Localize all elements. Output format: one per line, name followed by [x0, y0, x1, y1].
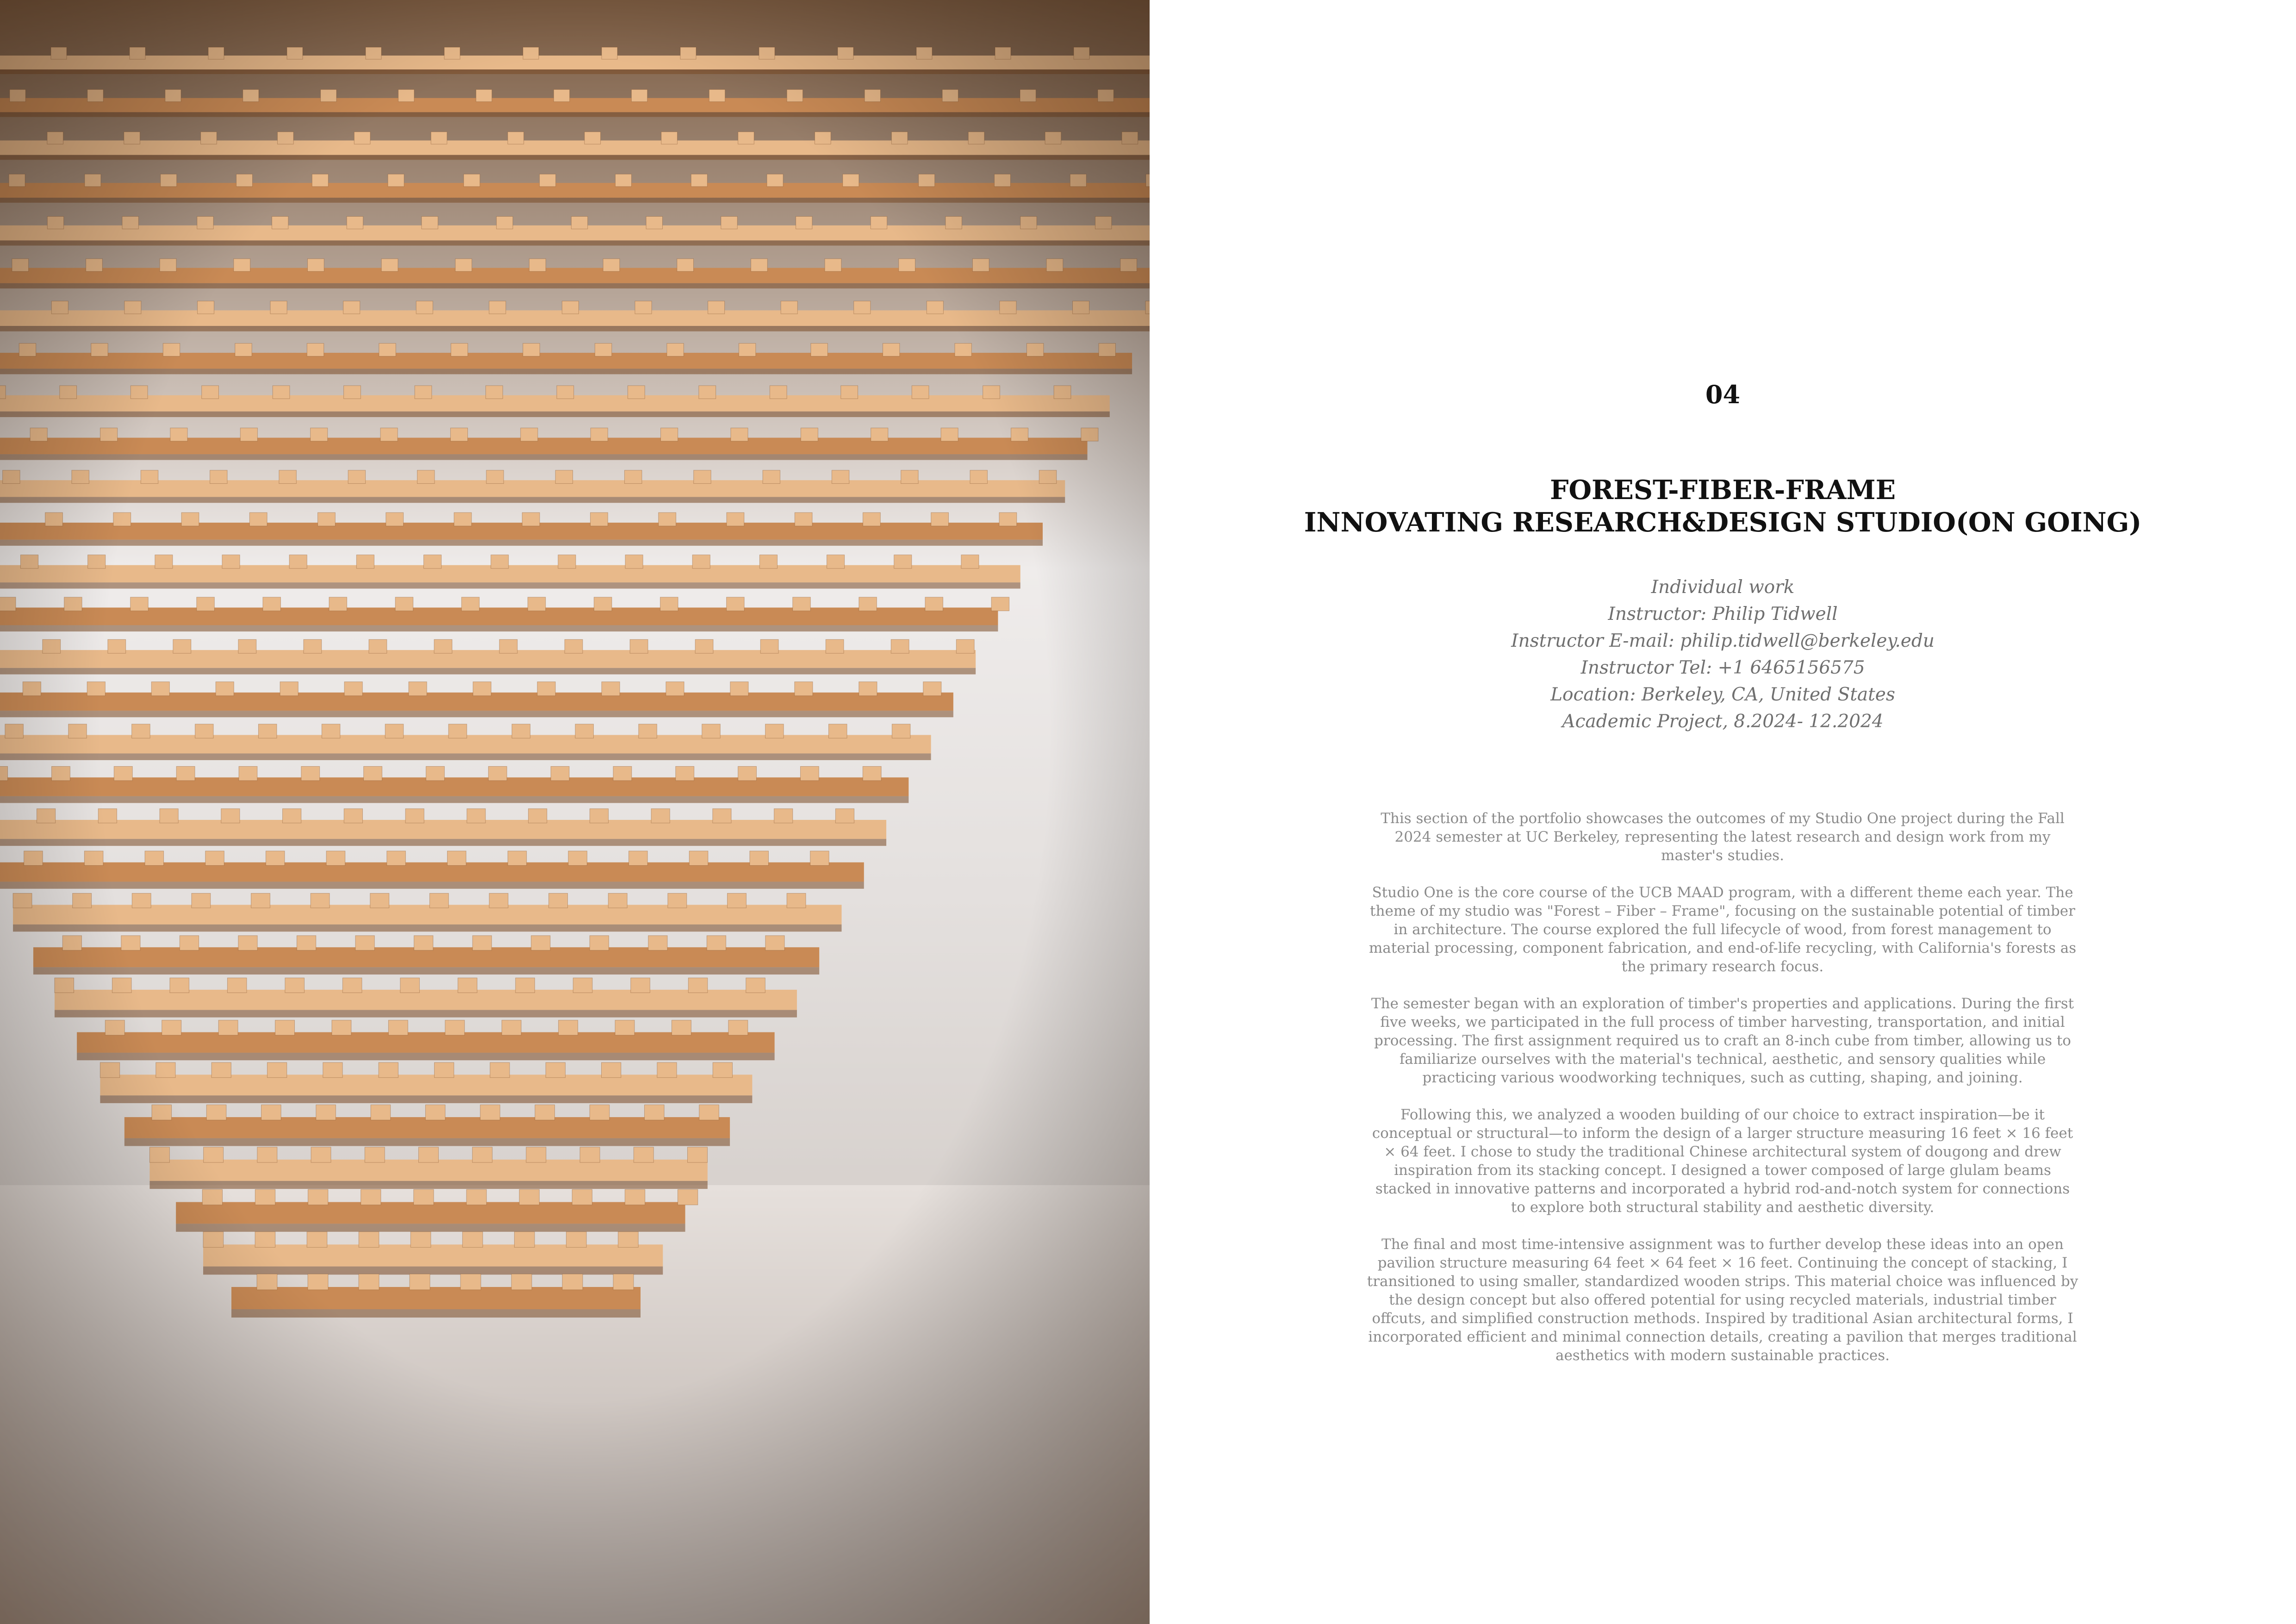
project-meta: [1150, 574, 2296, 735]
paragraph-tower: Following this, we analyzed a wooden building of our choice to extract inspiration—be it conceptual or structural—to inform the design of a larger structure measuring 16 feet × 16 feet × 64 feet. I chose to study the traditional Chinese architectural system of dougong and drew inspiration from its stacking concept. I designed a tower composed of large glulam beams stacked in innovative patterns and incorporated a hybrid rod-and-notch system for connections to explore both structural stability and aesthetic diversity.: [1372, 1106, 2073, 1216]
project-description: [1366, 809, 2079, 1383]
title-line-2: INNOVATING RESEARCH&DESIGN STUDIO(ON GOING): [1304, 507, 2142, 538]
project-title: [1150, 474, 2296, 539]
work-type: Individual work: [1651, 577, 1795, 598]
project-dates: Academic Project, 8.2024- 12.2024: [1562, 711, 1884, 732]
paragraph-intro: This section of the portfolio showcases the outcomes of my Studio One project during the Fall 2024 semester at UC Berkeley, representing the latest research and design work from my master's studies.: [1381, 810, 2065, 864]
paragraph-semester-start: The semester began with an exploration of timber's properties and applications. During the first five weeks, we participated in the full process of timber harvesting, transportation, and initial processing. The first assignment required us to craft an 8-inch cube from timber, allowing us to familiarize ourselves with the material's technical, aesthetic, and sensory qualities while practicing various woodworking techniques, such as cutting, shaping, and joining.: [1371, 995, 2074, 1086]
title-line-1: FOREST-FIBER-FRAME: [1549, 475, 1896, 506]
section-number: 04: [1705, 380, 1741, 409]
instructor-name: Instructor: Philip Tidwell: [1608, 604, 1838, 625]
project-location: Location: Berkeley, CA, United States: [1550, 684, 1895, 705]
instructor-email: Instructor E-mail: philip.tidwell@berkeley.edu: [1511, 631, 1935, 651]
instructor-tel: Instructor Tel: +1 6465156575: [1580, 657, 1865, 678]
project-text-page: [1150, 0, 2296, 1624]
paragraph-pavilion: The final and most time-intensive assignment was to further develop these ideas into an open pavilion structure measuring 64 feet × 64 feet × 16 feet. Continuing the concept of stacking, I transitioned to using smaller, standardized wooden strips. This material choice was influenced by the design concept but also offered potential for using recycled materials, industrial timber offcuts, and simplified construction methods. Inspired by traditional Asian architectural forms, I incorporated efficient and minimal connection details, creating a pavilion that merges traditional aesthetics with modern sustainable practices.: [1367, 1236, 2078, 1364]
paragraph-studio-one: Studio One is the core course of the UCB MAAD program, with a different theme each year. The theme of my studio was "Forest – Fiber – Frame", focusing on the sustainable potential of timber in architecture. The course explored the full lifecycle of wood, from forest management to material processing, component fabrication, and end-of-life recycling, with California's forests as the primary research focus.: [1369, 884, 2077, 975]
